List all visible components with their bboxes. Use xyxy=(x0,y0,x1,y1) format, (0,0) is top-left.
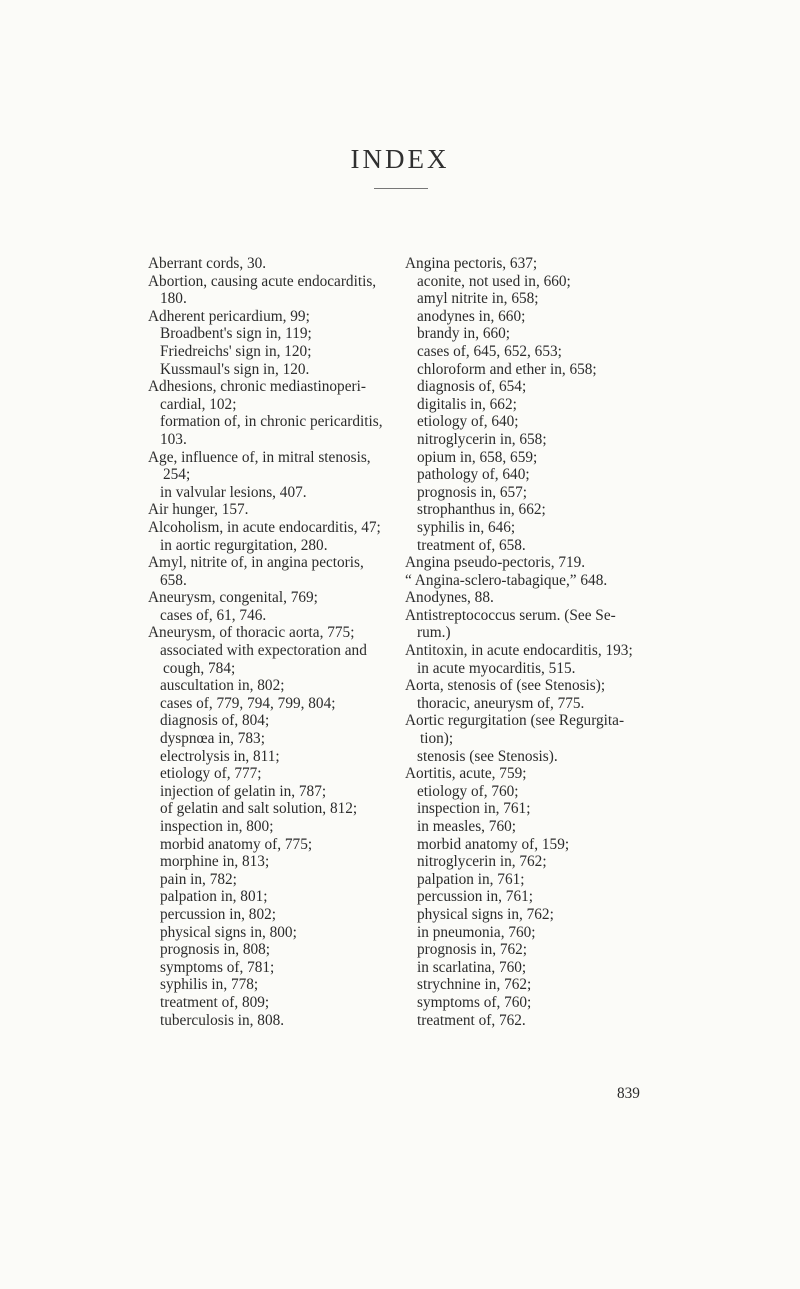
index-entry: “ Angina-sclero-tabagique,” 648. xyxy=(405,571,608,589)
index-entry: Air hunger, 157. xyxy=(148,501,249,519)
index-entry: Antitoxin, in acute endocarditis, 193; xyxy=(405,642,633,660)
index-entry: Aneurysm, congenital, 769; xyxy=(148,589,318,607)
index-column-right xyxy=(405,255,670,1029)
index-entry: Aortic regurgitation (see Regurgita- xyxy=(405,712,625,730)
index-entry: Alcoholism, in acute endocarditis, 47; xyxy=(148,518,381,536)
title-rule xyxy=(374,188,428,189)
index-subentry: syphilis in, 646; xyxy=(417,518,516,536)
index-subentry: tion); xyxy=(420,730,454,748)
index-subentry: percussion in, 802; xyxy=(160,905,276,923)
index-entry: Aneurysm, of thoracic aorta, 775; xyxy=(148,624,355,642)
index-subentry: inspection in, 800; xyxy=(160,818,274,835)
index-subentry: auscultation in, 802; xyxy=(160,677,285,695)
index-subentry: brandy in, 660; xyxy=(417,325,511,343)
index-subentry: anodynes in, 660; xyxy=(417,307,526,325)
index-subentry: digitalis in, 662; xyxy=(417,395,517,413)
index-subentry: amyl nitrite in, 658; xyxy=(417,290,539,308)
index-entry: Abortion, causing acute endocarditis, xyxy=(148,272,377,290)
page-number: 839 xyxy=(617,1085,640,1102)
index-subentry: Kussmaul's sign in, 120. xyxy=(160,360,310,378)
index-subentry: 180. xyxy=(160,290,187,308)
index-subentry: associated with expectoration and xyxy=(160,642,367,660)
index-subentry: in pneumonia, 760; xyxy=(417,923,536,941)
index-subentry: dyspnœa in, 783; xyxy=(160,730,265,748)
index-subentry: cases of, 779, 794, 799, 804; xyxy=(160,694,336,712)
index-subentry: etiology of, 640; xyxy=(417,413,519,431)
index-subentry: treatment of, 658. xyxy=(417,536,526,554)
index-subentry: stenosis (see Stenosis). xyxy=(417,747,558,765)
index-subentry: chloroform and ether in, 658; xyxy=(417,360,597,378)
index-subentry: treatment of, 762. xyxy=(417,1011,526,1029)
index-subentry: morbid anatomy of, 775; xyxy=(160,835,313,853)
index-subentry: cardial, 102; xyxy=(160,395,237,413)
index-entry: Amyl, nitrite of, in angina pectoris, xyxy=(148,554,364,572)
index-entry: Adhesions, chronic mediastinoperi- xyxy=(148,378,366,396)
index-subentry: prognosis in, 808; xyxy=(160,941,271,959)
index-subentry: injection of gelatin in, 787; xyxy=(160,782,327,800)
index-subentry: etiology of, 760; xyxy=(417,782,519,800)
index-subentry: cases of, 645, 652, 653; xyxy=(417,342,562,360)
index-entry: Aortitis, acute, 759; xyxy=(405,765,527,783)
index-subentry: Friedreichs' sign in, 120; xyxy=(160,342,312,360)
index-subentry: opium in, 658, 659; xyxy=(417,448,538,466)
index-subentry: rum.) xyxy=(417,624,451,642)
index-subentry: of gelatin and salt solution, 812; xyxy=(160,800,358,818)
index-subentry: morphine in, 813; xyxy=(160,853,270,871)
index-subentry: inspection in, 761; xyxy=(417,800,531,818)
index-entry: Age, influence of, in mitral stenosis, xyxy=(148,448,371,466)
index-entry: Anodynes, 88. xyxy=(405,589,494,607)
index-entry: Aberrant cords, 30. xyxy=(148,255,267,272)
index-subentry: formation of, in chronic pericarditis, xyxy=(160,413,383,431)
index-entry: Angina pseudo-pectoris, 719. xyxy=(405,554,586,572)
index-subentry: physical signs in, 800; xyxy=(160,923,297,941)
index-subentry: 103. xyxy=(160,430,187,448)
index-subentry: palpation in, 761; xyxy=(417,870,525,888)
index-subentry: in acute myocarditis, 515. xyxy=(417,659,576,677)
index-subentry: electrolysis in, 811; xyxy=(160,747,280,765)
index-subentry: in valvular lesions, 407. xyxy=(160,483,307,501)
index-subentry: strophanthus in, 662; xyxy=(417,501,546,519)
index-subentry: nitroglycerin in, 658; xyxy=(417,430,547,448)
index-subentry: diagnosis of, 804; xyxy=(160,712,270,730)
index-subentry: 254; xyxy=(163,466,191,484)
index-subentry: syphilis in, 778; xyxy=(160,976,259,994)
index-subentry: prognosis in, 762; xyxy=(417,941,528,959)
index-subentry: Broadbent's sign in, 119; xyxy=(160,325,312,343)
index-subentry: thoracic, aneurysm of, 775. xyxy=(417,694,585,712)
index-subentry: morbid anatomy of, 159; xyxy=(417,835,570,853)
index-subentry: cases of, 61, 746. xyxy=(160,606,267,624)
index-subentry: symptoms of, 781; xyxy=(160,958,275,976)
index-entry: Antistreptococcus serum. (See Se- xyxy=(405,606,616,624)
index-subentry: in scarlatina, 760; xyxy=(417,958,527,976)
index-subentry: diagnosis of, 654; xyxy=(417,378,527,396)
index-subentry: pain in, 782; xyxy=(160,870,237,888)
index-subentry: 658. xyxy=(160,571,187,589)
index-subentry: prognosis in, 657; xyxy=(417,483,528,501)
index-column-left xyxy=(148,255,398,1029)
index-subentry: strychnine in, 762; xyxy=(417,976,532,994)
index-subentry: tuberculosis in, 808. xyxy=(160,1011,285,1029)
index-entry: Adherent pericardium, 99; xyxy=(148,307,310,325)
index-subentry: treatment of, 809; xyxy=(160,993,270,1011)
index-subentry: aconite, not used in, 660; xyxy=(417,272,571,290)
index-entry: Angina pectoris, 637; xyxy=(405,255,538,272)
page-title: INDEX xyxy=(350,144,450,174)
index-subentry: etiology of, 777; xyxy=(160,765,262,783)
index-subentry: in aortic regurgitation, 280. xyxy=(160,536,328,554)
index-subentry: pathology of, 640; xyxy=(417,466,530,484)
index-subentry: nitroglycerin in, 762; xyxy=(417,853,547,871)
index-entry: Aorta, stenosis of (see Stenosis); xyxy=(405,677,606,695)
index-subentry: in measles, 760; xyxy=(417,818,516,835)
index-subentry: physical signs in, 762; xyxy=(417,905,554,923)
index-subentry: symptoms of, 760; xyxy=(417,993,532,1011)
index-subentry: percussion in, 761; xyxy=(417,888,533,906)
index-subentry: cough, 784; xyxy=(163,659,236,677)
index-subentry: palpation in, 801; xyxy=(160,888,268,906)
